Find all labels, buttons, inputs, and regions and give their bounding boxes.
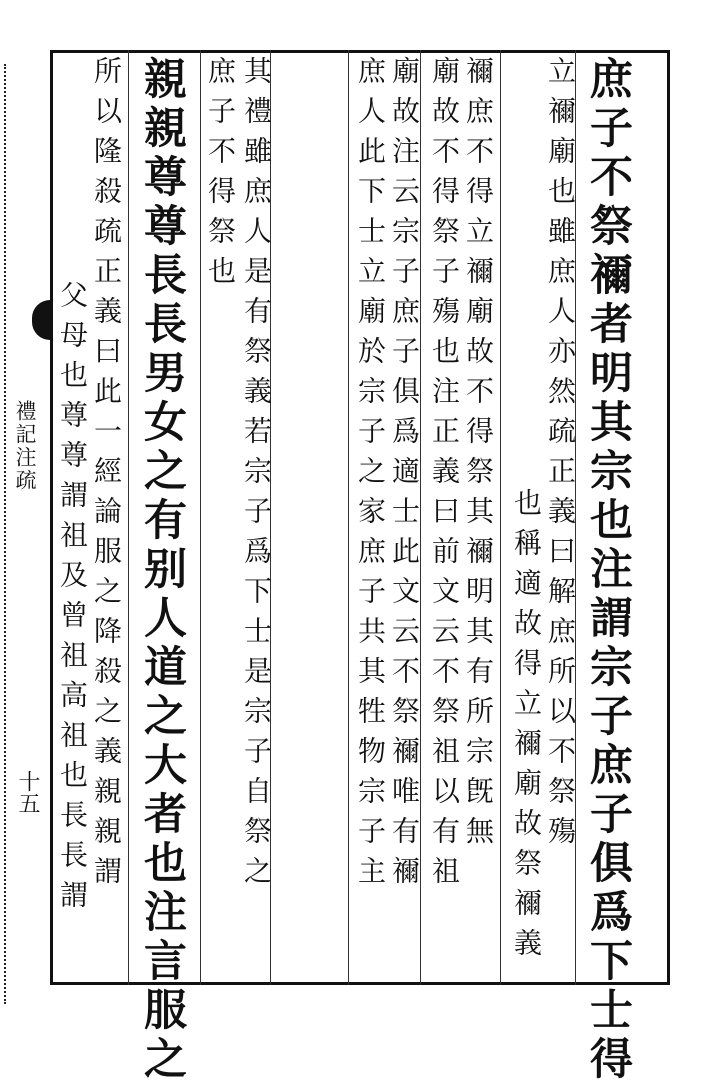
commentary-line-left: 也稱適故得立禰廟故祭禰義 [510, 488, 543, 968]
commentary-line-right: 廟故注云宗子庶子俱爲適士此文云不祭禰唯有禰 [388, 56, 421, 896]
fish-tail-mark [32, 300, 50, 340]
book-title: 禮記注疏 [13, 400, 37, 492]
commentary-line-right: 所以隆殺疏正義曰此一經論服之降殺之義親親謂 [90, 56, 123, 896]
commentary-line-left: 父母也尊尊謂祖及曾祖高祖也長長謂 [56, 280, 89, 920]
column-rule [128, 50, 129, 985]
main-text-column: 親親尊尊長長男女之有别人道之大者也注言服之 [137, 56, 187, 1085]
main-text-column: 庶子不祭禰者明其宗也注謂宗子庶子俱爲下士得 [583, 56, 633, 1085]
page-number: 十五 [15, 770, 40, 814]
column-rule [348, 50, 349, 985]
column-rule [500, 50, 501, 985]
margin-line [4, 64, 6, 1004]
commentary-line-right: 禰庶不得立禰廟故不得祭其禰明其有所宗旣無 [462, 56, 495, 856]
commentary-line-right: 立禰廟也雖庶人亦然疏正義曰解庶所以不祭殤 [544, 56, 577, 856]
commentary-line-left: 庶人此下士立廟於宗子之家庶子共其牲物宗子主 [354, 56, 387, 896]
page-margin [0, 0, 50, 1024]
column-rule [200, 50, 201, 985]
commentary-line-left: 庶子不得祭也 [204, 56, 237, 296]
commentary-line-left: 廟故不得祭子殤也注正義曰前文云不祭祖以有祖 [428, 56, 461, 896]
commentary-line-right: 其禮雖庶人是有祭義若宗子爲下士是宗子自祭之 [240, 56, 273, 896]
